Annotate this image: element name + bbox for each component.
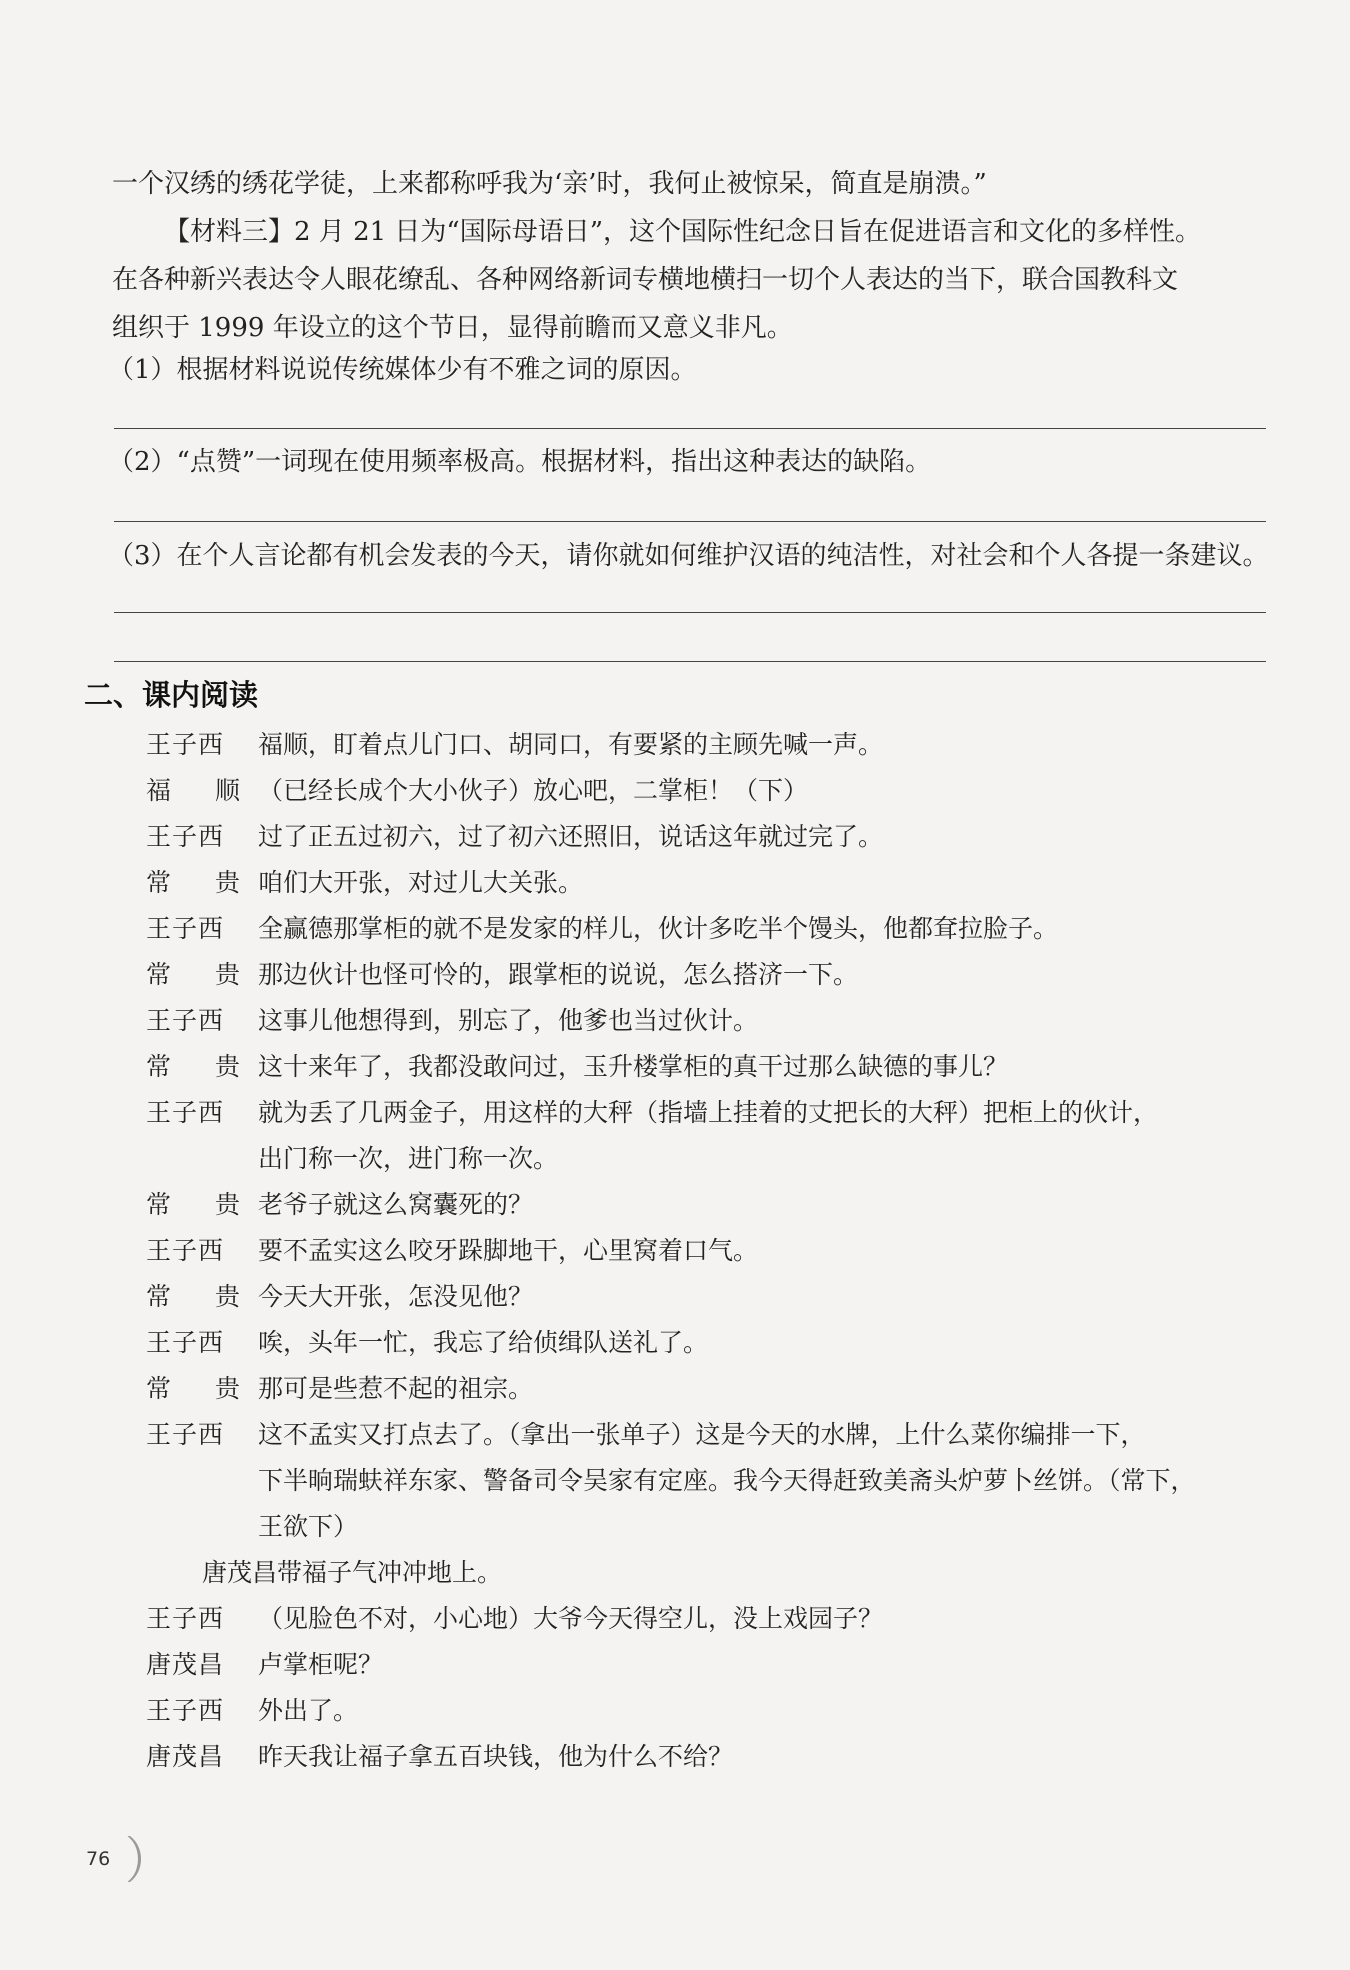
dialogue-line: 唉，头年一忙，我忘了给侦缉队送礼了。 [258,1328,709,1357]
script-row [146,1596,1276,1642]
speaker-name: 常 贵 [146,960,258,989]
speaker-name: 王子西 [146,1098,225,1127]
speaker-name: 常 贵 [146,1374,258,1403]
speaker-name: 福 顺 [146,776,258,805]
page-number-text: 76 [86,1848,111,1870]
answer-line-3b[interactable] [114,661,1266,662]
speaker-name: 王子西 [146,1328,225,1357]
dialogue-line: 外出了。 [258,1696,359,1725]
script-row [146,1366,1276,1412]
script-row [146,1274,1276,1320]
speaker-name: 常 贵 [146,1052,258,1081]
script-row [146,1136,1276,1182]
speaker-name: 王子西 [146,914,225,943]
speaker-name: 王子西 [146,1420,225,1449]
speaker-name: 唐茂昌 [146,1650,225,1679]
script-row [146,906,1276,952]
script-row [146,1090,1276,1136]
speaker-name: 常 贵 [146,1190,258,1219]
script-row [146,1458,1276,1504]
page-number [82,1834,136,1884]
speaker-name: 唐茂昌 [146,1742,225,1771]
material-three-line: 【材料三】2 月 21 日为“国际母语日”，这个国际性纪念日旨在促进语言和文化的多样性。 [164,217,1202,247]
dialogue-line: 今天大开张，怎没见他？ [258,1282,534,1311]
script-row [146,1412,1276,1458]
speaker-name: 王子西 [146,1696,225,1725]
dialogue-line: 那边伙计也怪可怜的，跟掌柜的说说，怎么搭济一下。 [258,960,859,989]
dialogue-line: 卢掌柜呢？ [258,1650,384,1679]
script-row [146,1642,1276,1688]
material-three-line: 在各种新兴表达令人眼花缭乱、各种网络新词专横地横扫一切个人表达的当下，联合国教科文 [112,265,1179,295]
dialogue-line: 就为丢了几两金子，用这样的大秤（指墙上挂着的丈把长的大秤）把柜上的伙计， [258,1098,1159,1127]
speaker-name: 王子西 [146,1604,225,1633]
dialogue-line: 这不孟实又打点去了。（拿出一张单子）这是今天的水牌，上什么菜你编排一下， [258,1420,1146,1449]
dialogue-line: 老爷子就这么窝囊死的？ [258,1190,534,1219]
play-script [146,722,1276,1780]
question-2: （2）“点赞”一词现在使用频率极高。根据材料，指出这种表达的缺陷。 [108,447,932,477]
dialogue-line: 这十来年了，我都没敢问过，玉升楼掌柜的真干过那么缺德的事儿？ [258,1052,1009,1081]
section-title: 二、课内阅读 [84,678,259,712]
intro-line: 一个汉绣的绣花学徒，上来都称呼我为‘亲’时，我何止被惊呆，简直是崩溃。” [112,169,987,199]
speaker-name: 王子西 [146,1236,225,1265]
script-row [146,1044,1276,1090]
script-row [146,1320,1276,1366]
dialogue-line: 那可是些惹不起的祖宗。 [258,1374,534,1403]
script-row [146,952,1276,998]
intro-text [112,160,1272,352]
script-row [146,768,1276,814]
dialogue-line: 这事儿他想得到，别忘了，他爹也当过伙计。 [258,1006,759,1035]
question-1: （1）根据材料说说传统媒体少有不雅之词的原因。 [108,355,697,385]
speaker-name: 王子西 [146,730,225,759]
speaker-name: 常 贵 [146,868,258,897]
script-row [146,1504,1276,1550]
speaker-name [146,1504,258,1550]
dialogue-line: 过了正五过初六，过了初六还照旧，说话这年就过完了。 [258,822,884,851]
dialogue-line: （已经长成个大小伙子）放心吧，二掌柜！（下） [258,776,809,805]
stage-direction: 唐茂昌带福子气冲冲地上。 [202,1558,503,1587]
script-row [146,722,1276,768]
dialogue-line: 王欲下） [258,1512,359,1541]
speaker-name: 王子西 [146,822,225,851]
dialogue-line: 下半晌瑞蚨祥东家、警备司令吴家有定座。我今天得赶致美斋头炉萝卜丝饼。（常下， [258,1466,1196,1495]
speaker-name: 常 贵 [146,1282,258,1311]
question-3: （3）在个人言论都有机会发表的今天，请你就如何维护汉语的纯洁性，对社会和个人各提一条建议。 [108,541,1269,571]
dialogue-line: （见脸色不对，小心地）大爷今天得空儿，没上戏园子？ [258,1604,884,1633]
script-row [146,1228,1276,1274]
answer-line-3a[interactable] [114,612,1266,613]
speaker-name [146,1136,258,1182]
answer-line-1[interactable] [114,428,1266,429]
dialogue-line: 出门称一次，进门称一次。 [258,1144,559,1173]
script-row [146,998,1276,1044]
script-row [146,1734,1276,1780]
dialogue-line: 咱们大开张，对过儿大关张。 [258,868,584,897]
dialogue-line: 福顺，盯着点儿门口、胡同口，有要紧的主顾先喊一声。 [258,730,884,759]
script-row [146,860,1276,906]
speaker-name [146,1458,258,1504]
script-row [146,1688,1276,1734]
dialogue-line: 全赢德那掌柜的就不是发家的样儿，伙计多吃半个馒头，他都耷拉脸子。 [258,914,1059,943]
material-three-line: 组织于 1999 年设立的这个节日，显得前瞻而又意义非凡。 [112,313,793,343]
speaker-name: 王子西 [146,1006,225,1035]
script-row [146,814,1276,860]
dialogue-line: 要不孟实这么咬牙跺脚地干，心里窝着口气。 [258,1236,759,1265]
script-row [146,1182,1276,1228]
dialogue-line: 昨天我让福子拿五百块钱，他为什么不给？ [258,1742,734,1771]
answer-line-2[interactable] [114,521,1266,522]
